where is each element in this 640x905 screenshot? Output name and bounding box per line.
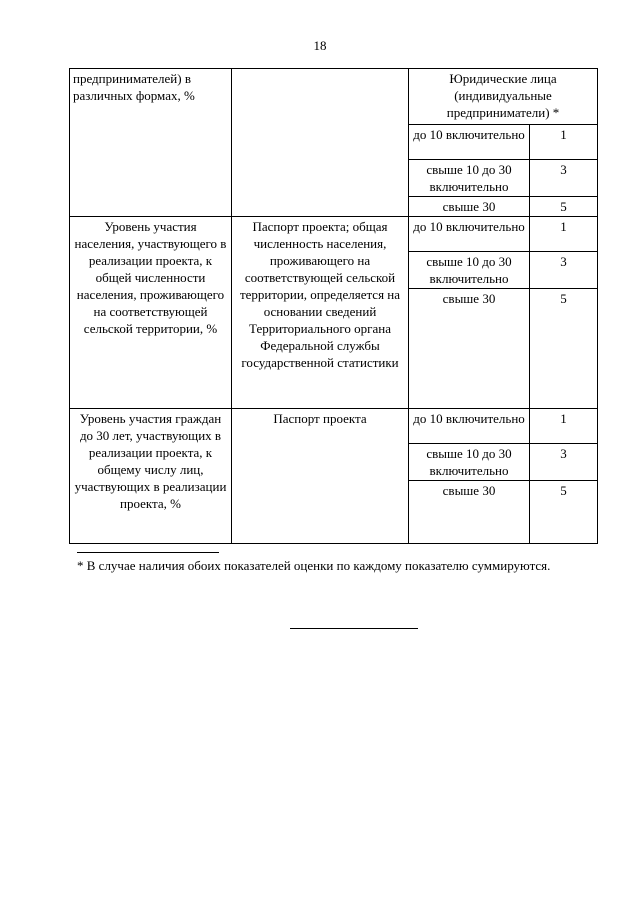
score-cell: 1 bbox=[530, 409, 598, 444]
criteria-table bbox=[69, 68, 598, 544]
footnote-separator bbox=[77, 552, 219, 553]
source-cell bbox=[232, 69, 409, 217]
score-cell: 3 bbox=[530, 160, 598, 197]
criterion-cell: предпринимателей) в различных формах, % bbox=[70, 69, 232, 217]
score-cell: 5 bbox=[530, 289, 598, 409]
source-cell: Паспорт проекта bbox=[232, 409, 409, 544]
score-cell: 3 bbox=[530, 444, 598, 481]
score-cell: 5 bbox=[530, 197, 598, 217]
group-header-cell: Юридические лица (индивидуальные предприниматели) * bbox=[409, 69, 598, 125]
range-cell: свыше 30 bbox=[409, 197, 530, 217]
source-cell: Паспорт проекта; общая численность населения, проживающего на соответствующей сельской территории, определяется на основании сведений Территориального органа Федеральной службы государственной статистики bbox=[232, 217, 409, 409]
end-of-document-line bbox=[290, 628, 418, 629]
table-row bbox=[70, 69, 598, 125]
criterion-cell: Уровень участия граждан до 30 лет, участвующих в реализации проекта, к общему числу лиц, участвующих в реализации проекта, % bbox=[70, 409, 232, 544]
range-cell: до 10 включительно bbox=[409, 125, 530, 160]
range-cell: свыше 10 до 30 включительно bbox=[409, 252, 530, 289]
page-number: 18 bbox=[313, 38, 327, 53]
range-cell: свыше 30 bbox=[409, 289, 530, 409]
score-cell: 5 bbox=[530, 481, 598, 544]
score-cell: 3 bbox=[530, 252, 598, 289]
criterion-cell: Уровень участия населения, участвующего в реализации проекта, к общей численности населения, проживающего на соответствующей сельской территории, % bbox=[70, 217, 232, 409]
range-cell: до 10 включительно bbox=[409, 217, 530, 252]
table-row bbox=[70, 217, 598, 252]
footnote: * В случае наличия обоих показателей оценки по каждому показателю суммируются. bbox=[77, 558, 551, 573]
range-cell: свыше 10 до 30 включительно bbox=[409, 160, 530, 197]
table-row bbox=[70, 409, 598, 444]
range-cell: свыше 10 до 30 включительно bbox=[409, 444, 530, 481]
score-cell: 1 bbox=[530, 125, 598, 160]
range-cell: свыше 30 bbox=[409, 481, 530, 544]
score-cell: 1 bbox=[530, 217, 598, 252]
range-cell: до 10 включительно bbox=[409, 409, 530, 444]
